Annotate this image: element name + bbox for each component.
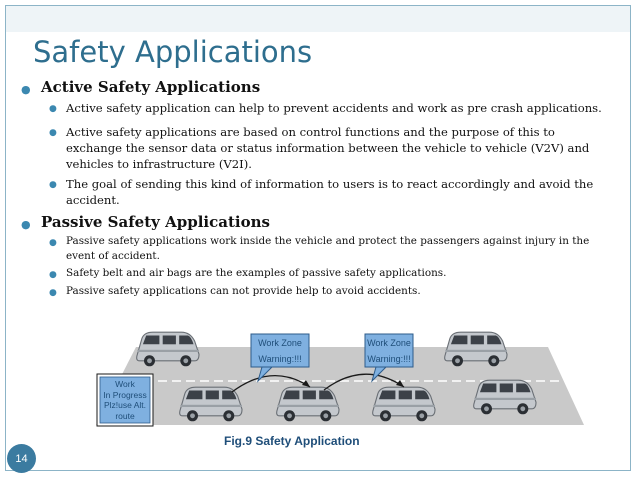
page-number: 14 <box>7 444 36 473</box>
vehicle-icon <box>373 387 435 421</box>
active-bullet-1: Active safety application can help to prevent accidents and work as pre crash applications. <box>66 101 602 115</box>
vehicle-icon <box>445 332 507 366</box>
figure-caption: Fig.9 Safety Application <box>224 434 360 448</box>
bullet-icon: ● <box>49 270 57 280</box>
bullet-icon: ● <box>49 128 57 138</box>
work-zone-warning-1: Work Zone Warning:!!! <box>258 338 302 364</box>
bullet-icon: ● <box>49 180 57 190</box>
work-zone-warning-2: Work Zone Warning:!!! <box>367 338 411 364</box>
vehicle-icon <box>137 332 199 366</box>
bullet-icon: ● <box>21 218 31 231</box>
passive-bullet-2: Safety belt and air bags are the examples of passive safety applications. <box>66 267 447 279</box>
active-bullet-2: Active safety applications are based on control functions and the purpose of this to exchange the sensor data or status information between the vehicle to vehicle (V2V) and vehicles to infrastructure (V2I). <box>66 125 590 171</box>
roadside-sign-text: Work In Progress Plz!use Alt. route <box>103 379 147 421</box>
bullet-icon: ● <box>49 104 57 114</box>
passive-heading: Passive Safety Applications <box>41 213 270 231</box>
bullet-icon: ● <box>21 83 31 96</box>
bullet-icon: ● <box>49 238 57 248</box>
active-heading: Active Safety Applications <box>41 78 261 96</box>
slide-title: Safety Applications <box>33 35 313 69</box>
vehicle-icon <box>474 380 536 414</box>
passive-bullet-3: Passive safety applications can not provide help to avoid accidents. <box>66 285 421 297</box>
vehicle-icon <box>277 387 339 421</box>
active-bullet-3: The goal of sending this kind of information to users is to react accordingly and avoid the accident. <box>66 177 594 207</box>
bullet-icon: ● <box>49 288 57 298</box>
passive-bullet-1: Passive safety applications work inside the vehicle and protect the passengers against injury in the event of accident. <box>66 235 590 262</box>
